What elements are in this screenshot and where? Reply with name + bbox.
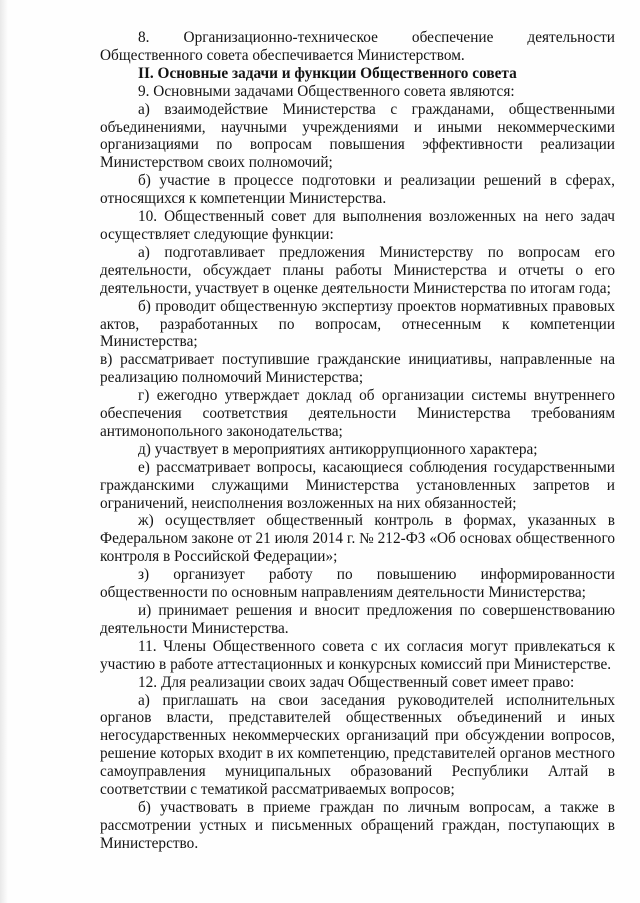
paragraph-10i: и) принимает решения и вносит предложения по совершенствованию деятельности Министерства. [100,602,615,637]
paragraph-12b: б) участвовать в приеме граждан по личным вопросам, а также в рассмотрении устных и письменных обращений граждан, поступающих в Министерство. [100,798,615,852]
paragraph-10g: г) ежегодно утверждает доклад об организации системы внутреннего обеспечения соответствия деятельности Министерства требованиям антимонопольного законодательства; [100,387,615,440]
paragraph-10d: д) участвует в мероприятиях антикоррупционного характера; [138,440,538,458]
document-body [100,29,615,853]
paragraph-12: 12. Для реализации своих задач Общественный совет имеет право: [138,673,575,691]
paragraph-9b: б) участие в процессе подготовки и реализации решений в сферах, относящихся к компетенции Министерства. [100,172,615,208]
paragraph-10b: б) проводит общественную экспертизу проектов нормативных правовых актов, разработанных по вопросам, отнесенным к компетенции Министерства; [100,297,615,351]
section-heading: II. Основные задачи и функции Общественного совета [138,64,517,82]
paragraph-10: 10. Общественный совет для выполнения возложенных на него задач осуществляет следующие функции: [100,208,615,243]
paragraph-9: 9. Основными задачами Общественного совета являются: [138,82,515,100]
paragraph-11: 11. Члены Общественного совета с их согласия могут привлекаться к участию в работе аттестационных и конкурсных комиссий при Министерстве. [100,637,615,673]
paragraph-12a: а) приглашать на свои заседания руководителей исполнительных органов власти, представителей общественных объединений и иных негосударственных некоммерческих организаций при обсуждении вопросов, решение которых входит в их компетенцию, представителей органов местного самоуправления муниципальных образований Республики Алтай в соответствии с тематикой рассматриваемых вопросов; [100,691,615,799]
paragraph-10zh: ж) осуществляет общественный контроль в формах, указанных в Федеральном законе от 21 июля 2014 г. № 212-ФЗ «Об основах общественного контроля в Российской Федерации»; [100,512,615,566]
paragraph-10a: а) подготавливает предложения Министерству по вопросам его деятельности, обсуждает планы работы Министерства и отчеты о его деятельности, участвует в оценке деятельности Министерства по итогам года; [100,243,615,297]
paragraph-8: 8. Организационно-техническое обеспечение деятельности Общественного совета обеспечивается Министерством. [100,29,615,64]
paragraph-9a: а) взаимодействие Министерства с гражданами, общественными объединениями, научными учреждениями и иными некоммерческими организациями по вопросам повышения эффективности реализации Министерством своих полномочий; [100,100,615,172]
paragraph-10v: в) рассматривает поступившие гражданские инициативы, направленные на реализацию полномочий Министерства; [100,351,615,387]
paragraph-10z: з) организует работу по повышению информированности общественности по основным направлениям деятельности Министерства; [100,566,615,602]
scan-edge-shadow [0,0,8,903]
paragraph-10e: е) рассматривает вопросы, касающиеся соблюдения государственными гражданскими служащими Министерства установленных запретов и ограничений, неисполнения возложенных на них обязанностей; [100,458,615,512]
